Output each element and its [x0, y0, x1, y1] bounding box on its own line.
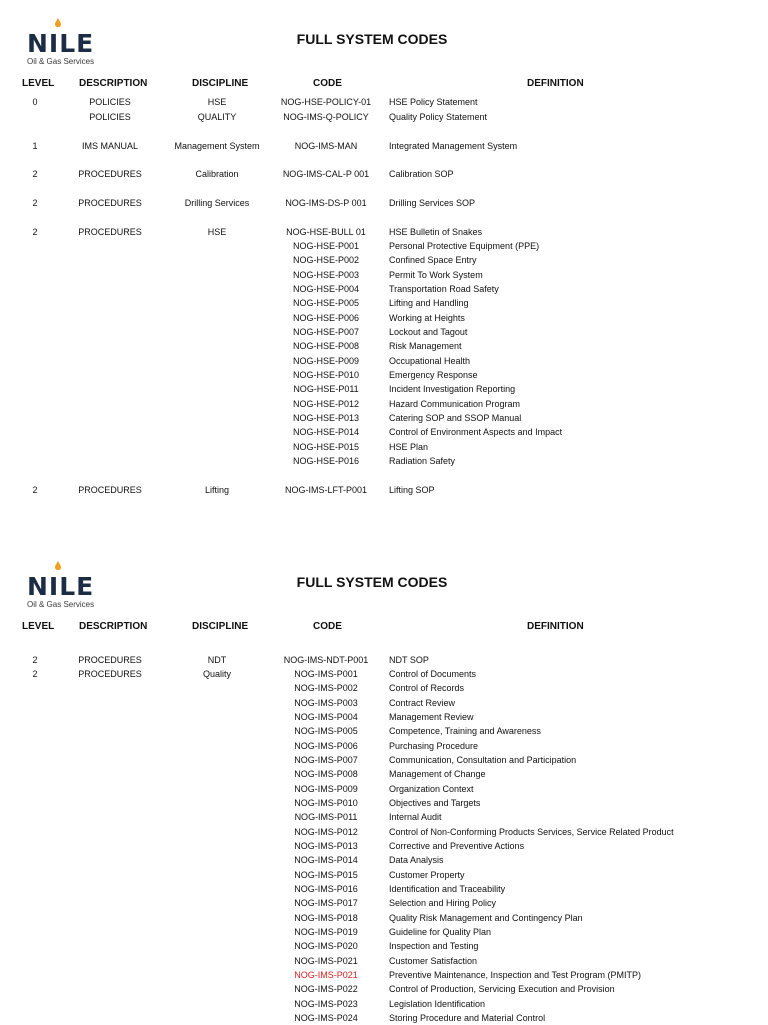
cell-definition: Storing Procedure and Material Control [389, 1013, 546, 1023]
cell-code: NOG-HSE-P003 [292, 270, 360, 280]
table-row [0, 325, 768, 339]
table-row [0, 354, 768, 368]
cell-definition: Emergency Response [389, 370, 478, 380]
table-row [0, 810, 768, 824]
cell-discipline: NDT [207, 655, 227, 665]
cell-description: PROCEDURES [78, 485, 142, 495]
cell-definition: Working at Heights [389, 313, 465, 323]
cell-definition: Calibration SOP [389, 169, 454, 179]
cell-definition: Objectives and Targets [389, 798, 481, 808]
cell-definition: Competence, Training and Awareness [389, 726, 541, 736]
cell-code: NOG-HSE-POLICY-01 [280, 97, 372, 107]
table-row [0, 95, 768, 109]
cell-description: POLICIES [89, 112, 131, 122]
table-row [0, 982, 768, 996]
cell-code: NOG-HSE-P013 [292, 413, 360, 423]
cell-discipline: Drilling Services [184, 198, 250, 208]
table-row [0, 440, 768, 454]
cell-level: 2 [32, 227, 38, 237]
table-row [0, 196, 768, 210]
cell-code: NOG-IMS-P020 [294, 941, 358, 951]
cell-discipline: Calibration [195, 169, 239, 179]
cell-definition: Identification and Traceability [389, 884, 506, 894]
cell-definition: Control of Records [389, 683, 465, 693]
cell-definition: Communication, Consultation and Participation [389, 755, 577, 765]
cell-code: NOG-IMS-P003 [294, 698, 358, 708]
cell-definition: Contract Review [389, 698, 456, 708]
cell-definition: Customer Property [389, 870, 465, 880]
table-row [0, 282, 768, 296]
cell-code: NOG-IMS-P002 [294, 683, 358, 693]
cell-code: NOG-IMS-LFT-P001 [284, 485, 367, 495]
cell-definition: Drilling Services SOP [389, 198, 476, 208]
cell-level: 0 [32, 97, 38, 107]
table-row [0, 110, 768, 124]
cell-code: NOG-HSE-P015 [292, 442, 360, 452]
cell-code: NOG-HSE-P005 [292, 298, 360, 308]
logo-subtitle: Oil & Gas Services [27, 57, 95, 66]
header-level: LEVEL [22, 78, 55, 89]
cell-level: 2 [32, 485, 38, 495]
cell-definition: Confined Space Entry [389, 255, 477, 265]
table-row [0, 167, 768, 181]
table-row [0, 368, 768, 382]
cell-code: NOG-HSE-P007 [292, 327, 360, 337]
cell-code: NOG-IMS-P023 [294, 999, 358, 1009]
cell-code: NOG-IMS-NDT-P001 [283, 655, 369, 665]
page-title: FULL SYSTEM CODES [296, 574, 448, 590]
header-definition: DEFINITION [527, 78, 584, 89]
table-row [0, 767, 768, 781]
cell-code: NOG-IMS-P019 [294, 927, 358, 937]
table-row [0, 796, 768, 810]
table-row [0, 397, 768, 411]
table-row [0, 911, 768, 925]
table-row [0, 382, 768, 396]
cell-code: NOG-HSE-P012 [292, 399, 360, 409]
cell-code: NOG-IMS-MAN [294, 141, 358, 151]
cell-level: 2 [32, 169, 38, 179]
cell-definition: Radiation Safety [389, 456, 456, 466]
cell-definition: Management Review [389, 712, 474, 722]
cell-code: NOG-HSE-P008 [292, 341, 360, 351]
cell-code: NOG-IMS-P018 [294, 913, 358, 923]
cell-discipline: Management System [174, 141, 260, 151]
cell-definition: Legislation Identification [389, 999, 486, 1009]
cell-code: NOG-IMS-P015 [294, 870, 358, 880]
cell-discipline: Quality [202, 669, 231, 679]
cell-definition: Selection and Hiring Policy [389, 898, 497, 908]
cell-code: NOG-IMS-P024 [294, 1013, 358, 1023]
cell-definition: Control of Non-Conforming Products Services, Service Related Product [389, 827, 674, 837]
flame-icon [55, 561, 61, 570]
cell-description: PROCEDURES [78, 669, 142, 679]
table-row [0, 853, 768, 867]
header-discipline: DISCIPLINE [192, 621, 249, 632]
cell-definition: Inspection and Testing [389, 941, 479, 951]
cell-code: NOG-IMS-P006 [294, 741, 358, 751]
cell-code: NOG-IMS-P010 [294, 798, 358, 808]
cell-discipline: HSE [207, 97, 227, 107]
cell-code: NOG-IMS-P014 [294, 855, 358, 865]
cell-definition: Occupational Health [389, 356, 471, 366]
cell-code: NOG-IMS-P005 [294, 726, 358, 736]
cell-code: NOG-HSE-P016 [292, 456, 360, 466]
table-row [0, 225, 768, 239]
cell-code: NOG-IMS-P008 [294, 769, 358, 779]
cell-code: NOG-IMS-P009 [294, 784, 358, 794]
cell-definition: HSE Policy Statement [389, 97, 478, 107]
cell-description: POLICIES [89, 97, 131, 107]
cell-definition: Lifting and Handling [389, 298, 469, 308]
cell-description: PROCEDURES [78, 169, 142, 179]
table-row [0, 653, 768, 667]
table-row [0, 411, 768, 425]
cell-code: NOG-IMS-P001 [294, 669, 358, 679]
table-row [0, 483, 768, 497]
cell-definition: Data Analysis [389, 855, 444, 865]
cell-description: PROCEDURES [78, 227, 142, 237]
cell-definition: Control of Environment Aspects and Impact [389, 427, 563, 437]
cell-definition: NDT SOP [389, 655, 429, 665]
cell-definition: Control of Production, Servicing Execution and Provision [389, 984, 615, 994]
header-description: DESCRIPTION [79, 621, 148, 632]
cell-level: 2 [32, 655, 38, 665]
cell-definition: Control of Documents [389, 669, 477, 679]
header-discipline: DISCIPLINE [192, 78, 249, 89]
cell-code: NOG-IMS-DS-P 001 [285, 198, 367, 208]
table-row [0, 667, 768, 681]
table-row [0, 968, 768, 982]
cell-discipline: Lifting [204, 485, 230, 495]
table-row [0, 139, 768, 153]
cell-level: 1 [32, 141, 38, 151]
table-row [0, 739, 768, 753]
table-row [0, 425, 768, 439]
cell-definition: Transportation Road Safety [389, 284, 499, 294]
table-row [0, 681, 768, 695]
cell-code: NOG-IMS-P021 [294, 956, 358, 966]
table-row [0, 710, 768, 724]
cell-level: 2 [32, 669, 38, 679]
table-row [0, 753, 768, 767]
cell-code: NOG-IMS-P013 [294, 841, 358, 851]
cell-definition: Hazard Communication Program [389, 399, 521, 409]
cell-definition: Permit To Work System [389, 270, 483, 280]
cell-definition: Risk Management [389, 341, 462, 351]
cell-definition: HSE Bulletin of Snakes [389, 227, 483, 237]
table-row [0, 882, 768, 896]
cell-code: NOG-IMS-P007 [294, 755, 358, 765]
cell-code: NOG-HSE-P010 [292, 370, 360, 380]
logo-subtitle: Oil & Gas Services [27, 600, 95, 609]
cell-discipline: HSE [207, 227, 227, 237]
cell-definition: Lockout and Tagout [389, 327, 468, 337]
cell-definition: Preventive Maintenance, Inspection and Test Program (PMITP) [389, 970, 641, 980]
table-row [0, 782, 768, 796]
cell-definition: Quality Risk Management and Contingency Plan [389, 913, 583, 923]
cell-code: NOG-HSE-P011 [293, 384, 359, 394]
table-row [0, 696, 768, 710]
cell-definition: Organization Context [389, 784, 474, 794]
table-row [0, 296, 768, 310]
header-level: LEVEL [22, 621, 55, 632]
table-row [0, 939, 768, 953]
table-row [0, 1011, 768, 1025]
cell-definition: Catering SOP and SSOP Manual [389, 413, 522, 423]
cell-code: NOG-IMS-P016 [294, 884, 358, 894]
cell-level: 2 [32, 198, 38, 208]
logo-wordmark: NILE [27, 572, 95, 601]
table-row [0, 253, 768, 267]
header-code: CODE [313, 78, 342, 89]
table-row [0, 868, 768, 882]
table-row [0, 268, 768, 282]
cell-definition: Purchasing Procedure [389, 741, 479, 751]
cell-code: NOG-HSE-BULL 01 [286, 227, 366, 237]
cell-code: NOG-IMS-P011 [294, 812, 358, 822]
cell-definition: Corrective and Preventive Actions [389, 841, 525, 851]
cell-code: NOG-IMS-P021 [294, 970, 358, 980]
table-row [0, 925, 768, 939]
cell-code: NOG-HSE-P004 [292, 284, 360, 294]
table-row [0, 997, 768, 1011]
cell-definition: Personal Protective Equipment (PPE) [389, 241, 540, 251]
flame-icon [55, 18, 61, 27]
header-description: DESCRIPTION [79, 78, 148, 89]
table-row [0, 954, 768, 968]
cell-description: PROCEDURES [78, 655, 142, 665]
table-row [0, 454, 768, 468]
table-row [0, 825, 768, 839]
table-row [0, 239, 768, 253]
cell-definition: HSE Plan [389, 442, 429, 452]
cell-discipline: QUALITY [197, 112, 237, 122]
cell-definition: Incident Investigation Reporting [389, 384, 516, 394]
cell-code: NOG-HSE-P001 [292, 241, 360, 251]
header-definition: DEFINITION [527, 621, 584, 632]
cell-code: NOG-HSE-P002 [292, 255, 360, 265]
cell-definition: Lifting SOP [389, 485, 435, 495]
cell-code: NOG-IMS-CAL-P 001 [282, 169, 370, 179]
cell-code: NOG-IMS-P004 [294, 712, 358, 722]
cell-description: PROCEDURES [78, 198, 142, 208]
cell-description: IMS MANUAL [81, 141, 138, 151]
cell-code: NOG-HSE-P009 [292, 356, 360, 366]
table-row [0, 311, 768, 325]
cell-code: NOG-HSE-P006 [292, 313, 360, 323]
page-title: FULL SYSTEM CODES [296, 31, 448, 47]
table-row [0, 724, 768, 738]
cell-code: NOG-IMS-P012 [294, 827, 358, 837]
header-code: CODE [313, 621, 342, 632]
cell-definition: Quality Policy Statement [389, 112, 488, 122]
cell-code: NOG-HSE-P014 [292, 427, 360, 437]
cell-code: NOG-IMS-P017 [294, 898, 358, 908]
cell-code: NOG-IMS-Q-POLICY [283, 112, 369, 122]
table-row [0, 839, 768, 853]
cell-definition: Guideline for Quality Plan [389, 927, 492, 937]
cell-definition: Internal Audit [389, 812, 442, 822]
cell-definition: Management of Change [389, 769, 486, 779]
table-row [0, 896, 768, 910]
table-row [0, 339, 768, 353]
cell-code: NOG-IMS-P022 [294, 984, 358, 994]
cell-definition: Integrated Management System [389, 141, 518, 151]
cell-definition: Customer Satisfaction [389, 956, 478, 966]
logo-wordmark: NILE [27, 29, 95, 58]
